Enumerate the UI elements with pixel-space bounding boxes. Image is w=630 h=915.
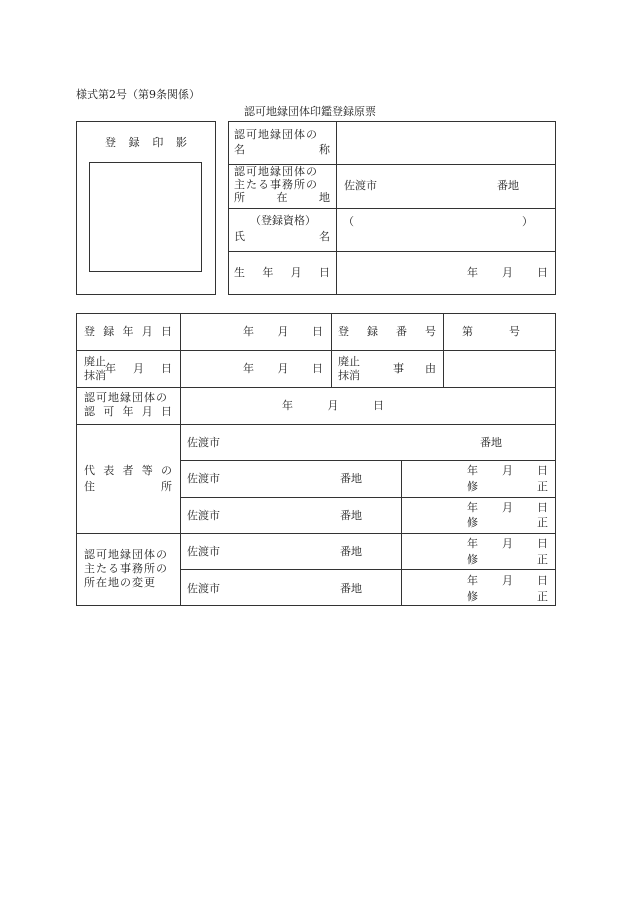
approval-label-line2: 認 可 年 月 日 (84, 405, 172, 418)
representative-address-banchi: 番地 (480, 436, 502, 449)
address-city: 佐渡市 (344, 179, 377, 192)
form-number: 様式第2号（第9条関係） (76, 88, 200, 101)
address-label-line1: 認可地縁団体の (234, 165, 318, 178)
representative-row-date: 年 月 日 (467, 501, 548, 514)
representative-row-date: 年 月 日 (467, 464, 548, 477)
address-label-line2: 主たる事務所の (234, 178, 318, 191)
office-row-banchi: 番地 (340, 582, 362, 595)
organization-name-field[interactable] (340, 124, 552, 161)
abolish-date-value: 年 月 日 (243, 362, 323, 375)
abolish-label-suffix: 年 月 日 (105, 362, 172, 375)
office-row-correction: 修 正 (467, 590, 548, 603)
representative-label-line2: 住 所 (84, 480, 172, 493)
seal-impression-area[interactable] (89, 162, 202, 272)
registration-date-label: 登 録 年 月 日 (84, 325, 172, 338)
person-label-line2: 氏 名 (234, 230, 330, 243)
registration-number-value: 第 号 (462, 325, 520, 338)
reason-label-bottom: 抹 消 (338, 369, 360, 382)
representative-row-correction: 修 正 (467, 480, 548, 493)
approval-label-line1: 認可地縁団体の (84, 391, 168, 404)
address-banchi: 番地 (497, 179, 519, 192)
form-title: 認可地縁団体印鑑登録原票 (244, 105, 376, 118)
office-change-label-line2: 主たる事務所の (84, 562, 168, 575)
reason-label-top: 廃 止 (338, 355, 360, 368)
address-label-line3: 所 在 地 (234, 191, 330, 204)
office-row-city: 佐渡市 (187, 582, 220, 595)
representative-address-city: 佐渡市 (187, 436, 220, 449)
representative-row-correction: 修 正 (467, 516, 548, 529)
abolish-label-bottom: 抹 消 (84, 369, 106, 382)
office-row-city: 佐渡市 (187, 545, 220, 558)
office-row-date: 年 月 日 (467, 574, 548, 587)
name-label-line1: 認可地縁団体の (234, 128, 318, 141)
person-paren-close: ） (522, 215, 533, 228)
office-change-label-line3: 所在地の変更 (84, 576, 156, 589)
name-label-line2: 名 称 (234, 143, 330, 156)
office-row-correction: 修 正 (467, 553, 548, 566)
representative-row-city: 佐渡市 (187, 509, 220, 522)
registration-date-value: 年 月 日 (243, 325, 323, 338)
reason-label-suffix: 事 由 (393, 362, 436, 375)
representative-row-banchi: 番地 (340, 472, 362, 485)
person-label-line1: （登録資格） (250, 214, 316, 227)
birth-date-label: 生 年 月 日 (234, 266, 330, 279)
office-row-banchi: 番地 (340, 545, 362, 558)
representative-row-city: 佐渡市 (187, 472, 220, 485)
representative-label-line1: 代 表 者 等 の (84, 464, 172, 477)
registration-number-label: 登 録 番 号 (338, 325, 436, 338)
abolish-label-top: 廃 止 (84, 355, 106, 368)
office-row-date: 年 月 日 (467, 537, 548, 550)
reason-field[interactable] (446, 352, 553, 385)
representative-row-banchi: 番地 (340, 509, 362, 522)
office-change-label-line1: 認可地縁団体の (84, 548, 168, 561)
seal-label: 登 録 印 影 (105, 136, 187, 149)
birth-date-value: 年 月 日 (467, 266, 548, 279)
person-paren-open: （ (343, 215, 354, 228)
approval-date-value: 年 月 日 (282, 399, 384, 412)
